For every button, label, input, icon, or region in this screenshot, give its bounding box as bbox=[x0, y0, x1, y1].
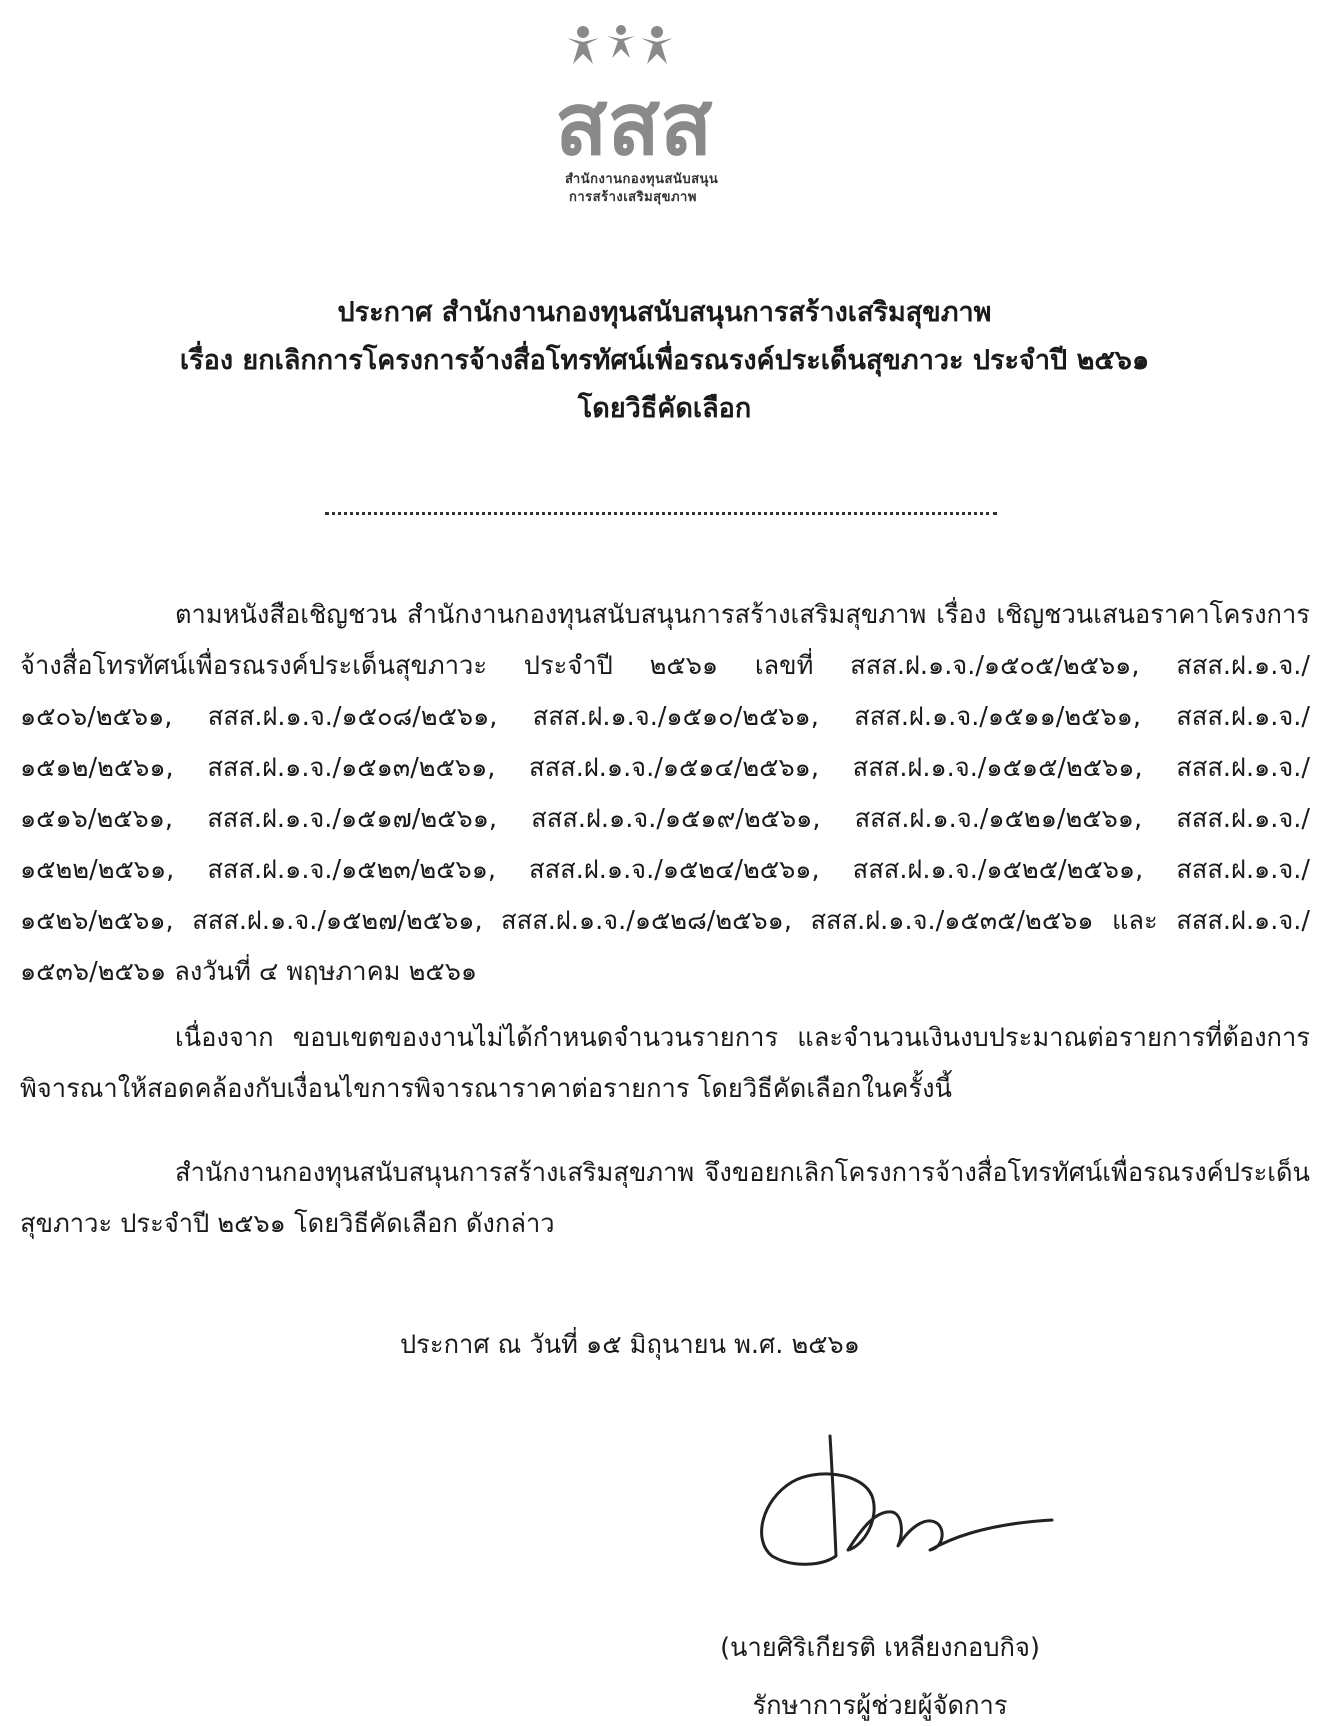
announcement-subject: เรื่อง ยกเลิกการโครงการจ้างสื่อโทรทัศน์เพื่อรณรงค์ประเด็นสุขภาวะ ประจำปี ๒๕๖๑ bbox=[179, 345, 1150, 376]
announcement-method: โดยวิธีคัดเลือก bbox=[577, 393, 752, 424]
announcement-date: ประกาศ ณ วันที่ ๑๕ มิถุนายน พ.ศ. ๒๕๖๑ bbox=[400, 1330, 860, 1360]
body-paragraph-3: สำนักงานกองทุนสนับสนุนการสร้างเสริมสุขภาพ จึงขอยกเลิกโครงการจ้างสื่อโทรทัศน์เพื่อรณรงค์ประเด็นสุขภาวะ ประจำปี ๒๕๖๑ โดยวิธีคัดเลือก ดังกล่าว bbox=[20, 1158, 1310, 1239]
signatory-position: รักษาการผู้ช่วยผู้จัดการ bbox=[752, 1691, 1008, 1721]
logo-mark-text: สสส bbox=[555, 75, 713, 167]
organization-logo bbox=[555, 22, 765, 205]
logo-org-line1: สำนักงานกองทุนสนับสนุน bbox=[565, 172, 719, 187]
three-people-stars-icon bbox=[555, 22, 765, 167]
dotted-divider bbox=[325, 512, 997, 515]
handwritten-signature bbox=[752, 1428, 1062, 1588]
signatory-name: (นายศิริเกียรติ เหลียงกอบกิจ) bbox=[720, 1633, 1040, 1663]
body-paragraph-1: ตามหนังสือเชิญชวน สำนักงานกองทุนสนับสนุนการสร้างเสริมสุขภาพ เรื่อง เชิญชวนเสนอราคาโครงการจ้างสื่อโทรทัศน์เพื่อรณรงค์ประเด็นสุขภาวะ ประจำปี ๒๕๖๑ เลขที่ สสส.ฝ.๑.จ./๑๕๐๕/๒๕๖๑, สสส.ฝ.๑.จ./๑๕๐๖/๒๕๖๑, สสส.ฝ.๑.จ./๑๕๐๘/๒๕๖๑, สสส.ฝ.๑.จ./๑๕๑๐/๒๕๖๑, สสส.ฝ.๑.จ./๑๕๑๑/๒๕๖๑, สสส.ฝ.๑.จ./๑๕๑๒/๒๕๖๑, สสส.ฝ.๑.จ./๑๕๑๓/๒๕๖๑, สสส.ฝ.๑.จ./๑๕๑๔/๒๕๖๑, สสส.ฝ.๑.จ./๑๕๑๕/๒๕๖๑, สสส.ฝ.๑.จ./๑๕๑๖/๒๕๖๑, สสส.ฝ.๑.จ./๑๕๑๗/๒๕๖๑, สสส.ฝ.๑.จ./๑๕๑๙/๒๕๖๑, สสส.ฝ.๑.จ./๑๕๒๑/๒๕๖๑, สสส.ฝ.๑.จ./๑๕๒๒/๒๕๖๑, สสส.ฝ.๑.จ./๑๕๒๓/๒๕๖๑, สสส.ฝ.๑.จ./๑๕๒๔/๒๕๖๑, สสส.ฝ.๑.จ./๑๕๒๕/๒๕๖๑, สสส.ฝ.๑.จ./๑๕๒๖/๒๕๖๑, สสส.ฝ.๑.จ./๑๕๒๗/๒๕๖๑, สสส.ฝ.๑.จ./๑๕๒๘/๒๕๖๑, สสส.ฝ.๑.จ./๑๕๓๕/๒๕๖๑ และ สสส.ฝ.๑.จ./๑๕๓๖/๒๕๖๑ ลงวันที่ ๔ พฤษภาคม ๒๕๖๑ bbox=[20, 600, 1310, 987]
logo-org-line2: การสร้างเสริมสุขภาพ bbox=[569, 190, 697, 205]
announcement-heading: ประกาศ สำนักงานกองทุนสนับสนุนการสร้างเสริมสุขภาพ bbox=[337, 297, 992, 328]
body-paragraph-2: เนื่องจาก ขอบเขตของงานไม่ได้กำหนดจำนวนรายการ และจำนวนเงินงบประมาณต่อรายการที่ต้องการพิจารณาให้สอดคล้องกับเงื่อนไขการพิจารณาราคาต่อรายการ โดยวิธีคัดเลือกในครั้งนี้ bbox=[20, 1023, 1310, 1104]
